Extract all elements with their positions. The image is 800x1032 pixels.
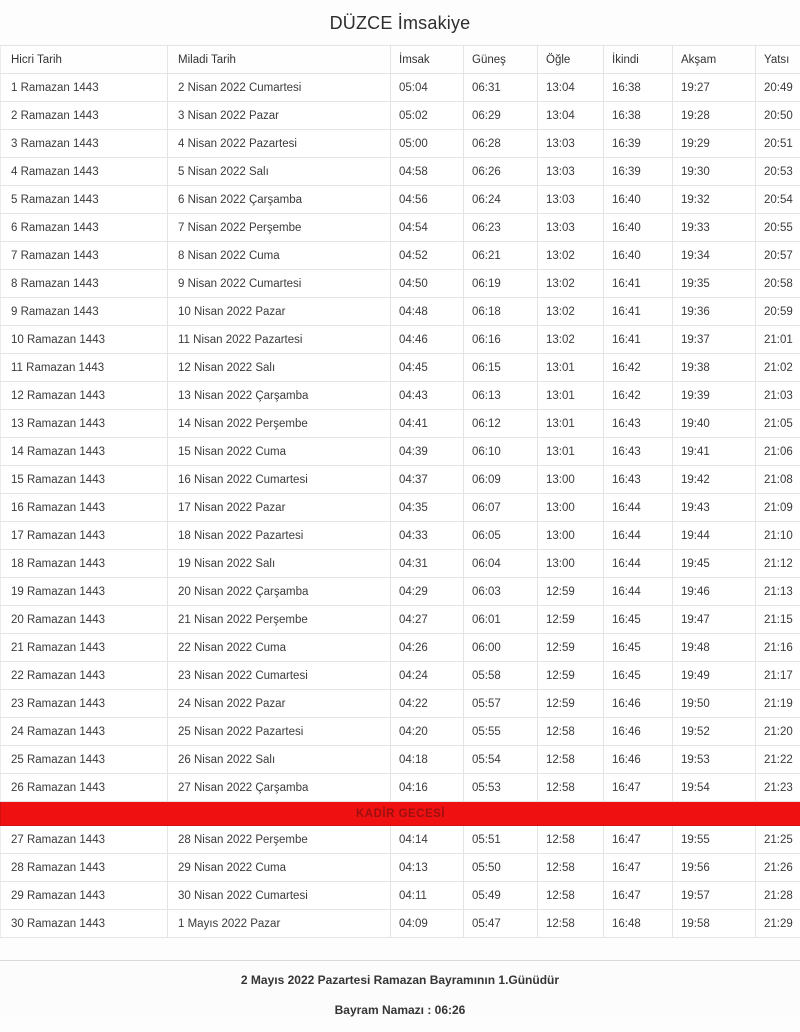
miladi-date-cell: 29 Nisan 2022 Cuma [168,854,391,882]
hicri-date-cell: 6 Ramazan 1443 [1,214,168,242]
prayer-time-cell: 20:54 [756,186,800,214]
table-row [1,690,800,718]
miladi-date-cell: 20 Nisan 2022 Çarşamba [168,578,391,606]
miladi-date-cell: 4 Nisan 2022 Pazartesi [168,130,391,158]
prayer-time-cell: 04:35 [391,494,464,522]
prayer-time-cell: 21:19 [756,690,800,718]
column-header: Öğle [538,46,604,74]
prayer-time-cell: 04:13 [391,854,464,882]
hicri-date-cell: 10 Ramazan 1443 [1,326,168,354]
prayer-time-cell: 06:12 [464,410,538,438]
prayer-time-cell: 21:16 [756,634,800,662]
prayer-time-cell: 16:47 [604,826,673,854]
prayer-time-cell: 06:00 [464,634,538,662]
miladi-date-cell: 5 Nisan 2022 Salı [168,158,391,186]
prayer-time-cell: 19:54 [673,774,756,802]
prayer-time-cell: 06:13 [464,382,538,410]
prayer-time-cell: 19:35 [673,270,756,298]
prayer-time-cell: 04:54 [391,214,464,242]
prayer-time-cell: 16:43 [604,466,673,494]
prayer-time-cell: 05:54 [464,746,538,774]
hicri-date-cell: 20 Ramazan 1443 [1,606,168,634]
table-row [1,354,800,382]
prayer-time-cell: 21:12 [756,550,800,578]
prayer-time-cell: 12:58 [538,854,604,882]
prayer-time-cell: 19:50 [673,690,756,718]
prayer-time-cell: 19:41 [673,438,756,466]
prayer-time-cell: 19:37 [673,326,756,354]
prayer-time-cell: 13:02 [538,270,604,298]
prayer-time-cell: 04:18 [391,746,464,774]
table-row [1,854,800,882]
hicri-date-cell: 25 Ramazan 1443 [1,746,168,774]
prayer-time-cell: 21:26 [756,854,800,882]
table-row [1,662,800,690]
hicri-date-cell: 3 Ramazan 1443 [1,130,168,158]
prayer-time-cell: 12:58 [538,826,604,854]
hicri-date-cell: 16 Ramazan 1443 [1,494,168,522]
hicri-date-cell: 14 Ramazan 1443 [1,438,168,466]
table-header [1,46,800,74]
prayer-time-cell: 04:41 [391,410,464,438]
table-row [1,158,800,186]
hicri-date-cell: 28 Ramazan 1443 [1,854,168,882]
prayer-time-cell: 12:58 [538,882,604,910]
prayer-time-cell: 04:14 [391,826,464,854]
prayer-time-cell: 04:43 [391,382,464,410]
prayer-time-cell: 04:48 [391,298,464,326]
miladi-date-cell: 21 Nisan 2022 Perşembe [168,606,391,634]
prayer-time-cell: 04:46 [391,326,464,354]
column-header: Hicri Tarih [1,46,168,74]
prayer-time-cell: 13:00 [538,494,604,522]
prayer-time-cell: 12:58 [538,910,604,938]
prayer-time-cell: 16:42 [604,354,673,382]
prayer-time-cell: 19:56 [673,854,756,882]
hicri-date-cell: 5 Ramazan 1443 [1,186,168,214]
prayer-time-cell: 19:58 [673,910,756,938]
prayer-time-cell: 19:45 [673,550,756,578]
table-row [1,298,800,326]
prayer-time-cell: 16:41 [604,270,673,298]
header-row [1,46,800,74]
prayer-time-cell: 12:58 [538,718,604,746]
hicri-date-cell: 18 Ramazan 1443 [1,550,168,578]
prayer-time-cell: 19:38 [673,354,756,382]
table-row [1,746,800,774]
prayer-time-cell: 16:39 [604,158,673,186]
table-row [1,102,800,130]
prayer-time-cell: 16:47 [604,774,673,802]
prayer-time-cell: 12:59 [538,634,604,662]
hicri-date-cell: 23 Ramazan 1443 [1,690,168,718]
table-row [1,522,800,550]
prayer-time-cell: 16:43 [604,410,673,438]
prayer-time-cell: 21:29 [756,910,800,938]
prayer-time-cell: 06:31 [464,74,538,102]
prayer-time-cell: 19:33 [673,214,756,242]
prayer-time-cell: 21:05 [756,410,800,438]
prayer-time-cell: 20:55 [756,214,800,242]
prayer-time-cell: 20:49 [756,74,800,102]
bayram-namazi-time: Bayram Namazı : 06:26 [334,1003,466,1017]
prayer-time-cell: 19:32 [673,186,756,214]
prayer-time-cell: 20:51 [756,130,800,158]
prayer-time-cell: 04:50 [391,270,464,298]
prayer-time-cell: 13:03 [538,158,604,186]
miladi-date-cell: 13 Nisan 2022 Çarşamba [168,382,391,410]
prayer-time-cell: 05:57 [464,690,538,718]
prayer-time-cell: 04:45 [391,354,464,382]
table-row [1,774,800,802]
kadir-gecesi-label: KADİR GECESİ [1,802,800,826]
prayer-time-cell: 13:03 [538,186,604,214]
prayer-time-cell: 05:02 [391,102,464,130]
prayer-time-cell: 19:47 [673,606,756,634]
prayer-time-cell: 13:03 [538,214,604,242]
prayer-time-cell: 06:03 [464,578,538,606]
prayer-time-cell: 16:45 [604,606,673,634]
prayer-time-cell: 06:23 [464,214,538,242]
prayer-time-cell: 21:01 [756,326,800,354]
prayer-time-cell: 21:08 [756,466,800,494]
table-row [1,74,800,102]
prayer-time-cell: 20:53 [756,158,800,186]
miladi-date-cell: 28 Nisan 2022 Perşembe [168,826,391,854]
prayer-time-cell: 05:58 [464,662,538,690]
prayer-time-cell: 05:55 [464,718,538,746]
miladi-date-cell: 27 Nisan 2022 Çarşamba [168,774,391,802]
prayer-time-cell: 13:01 [538,382,604,410]
prayer-time-cell: 06:26 [464,158,538,186]
prayer-time-cell: 21:23 [756,774,800,802]
prayer-time-cell: 19:40 [673,410,756,438]
prayer-time-cell: 04:37 [391,466,464,494]
hicri-date-cell: 2 Ramazan 1443 [1,102,168,130]
prayer-time-cell: 06:19 [464,270,538,298]
miladi-date-cell: 24 Nisan 2022 Pazar [168,690,391,718]
prayer-time-cell: 19:29 [673,130,756,158]
miladi-date-cell: 1 Mayıs 2022 Pazar [168,910,391,938]
prayer-time-cell: 13:00 [538,466,604,494]
prayer-time-cell: 12:58 [538,774,604,802]
table-row [1,718,800,746]
table-row [1,382,800,410]
prayer-time-cell: 19:39 [673,382,756,410]
miladi-date-cell: 26 Nisan 2022 Salı [168,746,391,774]
kadir-gecesi-banner [1,802,800,826]
prayer-time-cell: 05:51 [464,826,538,854]
imsakiye-table [0,45,800,938]
prayer-time-cell: 19:49 [673,662,756,690]
table-row [1,130,800,158]
prayer-time-cell: 16:48 [604,910,673,938]
prayer-time-cell: 21:03 [756,382,800,410]
table-row [1,186,800,214]
miladi-date-cell: 23 Nisan 2022 Cumartesi [168,662,391,690]
table-row [1,910,800,938]
column-header: Güneş [464,46,538,74]
prayer-time-cell: 04:16 [391,774,464,802]
hicri-date-cell: 17 Ramazan 1443 [1,522,168,550]
column-header: Yatsı [756,46,800,74]
prayer-time-cell: 16:42 [604,382,673,410]
prayer-time-cell: 13:00 [538,550,604,578]
prayer-time-cell: 04:58 [391,158,464,186]
hicri-date-cell: 15 Ramazan 1443 [1,466,168,494]
prayer-time-cell: 04:33 [391,522,464,550]
prayer-time-cell: 12:58 [538,746,604,774]
table-row [1,270,800,298]
prayer-time-cell: 13:01 [538,438,604,466]
prayer-time-cell: 06:15 [464,354,538,382]
table-row [1,242,800,270]
column-header: Akşam [673,46,756,74]
table-body [1,74,800,938]
hicri-date-cell: 24 Ramazan 1443 [1,718,168,746]
prayer-time-cell: 16:46 [604,718,673,746]
prayer-time-cell: 04:31 [391,550,464,578]
miladi-date-cell: 18 Nisan 2022 Pazartesi [168,522,391,550]
miladi-date-cell: 30 Nisan 2022 Cumartesi [168,882,391,910]
table-row [1,214,800,242]
hicri-date-cell: 26 Ramazan 1443 [1,774,168,802]
prayer-time-cell: 13:02 [538,242,604,270]
hicri-date-cell: 13 Ramazan 1443 [1,410,168,438]
prayer-time-cell: 06:07 [464,494,538,522]
prayer-time-cell: 16:45 [604,634,673,662]
column-header: İmsak [391,46,464,74]
prayer-time-cell: 06:28 [464,130,538,158]
prayer-time-cell: 06:18 [464,298,538,326]
prayer-time-cell: 21:15 [756,606,800,634]
prayer-time-cell: 04:52 [391,242,464,270]
miladi-date-cell: 6 Nisan 2022 Çarşamba [168,186,391,214]
prayer-time-cell: 04:56 [391,186,464,214]
prayer-time-cell: 06:10 [464,438,538,466]
prayer-time-cell: 04:22 [391,690,464,718]
prayer-time-cell: 16:44 [604,578,673,606]
prayer-time-cell: 19:27 [673,74,756,102]
prayer-time-cell: 16:44 [604,522,673,550]
prayer-time-cell: 06:16 [464,326,538,354]
miladi-date-cell: 11 Nisan 2022 Pazartesi [168,326,391,354]
prayer-time-cell: 16:38 [604,102,673,130]
prayer-time-cell: 20:59 [756,298,800,326]
hicri-date-cell: 4 Ramazan 1443 [1,158,168,186]
prayer-time-cell: 16:46 [604,690,673,718]
column-header: Miladi Tarih [168,46,391,74]
hicri-date-cell: 11 Ramazan 1443 [1,354,168,382]
table-row [1,578,800,606]
prayer-time-cell: 16:40 [604,214,673,242]
prayer-time-cell: 21:13 [756,578,800,606]
prayer-time-cell: 19:48 [673,634,756,662]
prayer-time-cell: 16:40 [604,186,673,214]
prayer-time-cell: 16:47 [604,854,673,882]
hicri-date-cell: 8 Ramazan 1443 [1,270,168,298]
prayer-time-cell: 04:11 [391,882,464,910]
prayer-time-cell: 20:50 [756,102,800,130]
prayer-time-cell: 16:39 [604,130,673,158]
prayer-time-cell: 16:46 [604,746,673,774]
prayer-time-cell: 06:21 [464,242,538,270]
prayer-time-cell: 19:52 [673,718,756,746]
prayer-time-cell: 19:44 [673,522,756,550]
prayer-time-cell: 06:04 [464,550,538,578]
prayer-time-cell: 13:04 [538,102,604,130]
prayer-time-cell: 21:22 [756,746,800,774]
table-row [1,606,800,634]
prayer-time-cell: 19:53 [673,746,756,774]
prayer-time-cell: 19:46 [673,578,756,606]
prayer-time-cell: 21:20 [756,718,800,746]
prayer-time-cell: 05:53 [464,774,538,802]
table-row [1,826,800,854]
hicri-date-cell: 22 Ramazan 1443 [1,662,168,690]
table-row [1,882,800,910]
hicri-date-cell: 7 Ramazan 1443 [1,242,168,270]
prayer-time-cell: 20:57 [756,242,800,270]
prayer-time-cell: 13:01 [538,410,604,438]
prayer-time-cell: 13:01 [538,354,604,382]
prayer-time-cell: 16:45 [604,662,673,690]
miladi-date-cell: 15 Nisan 2022 Cuma [168,438,391,466]
miladi-date-cell: 14 Nisan 2022 Perşembe [168,410,391,438]
footer-section [0,960,800,1017]
prayer-time-cell: 16:40 [604,242,673,270]
prayer-time-cell: 05:00 [391,130,464,158]
miladi-date-cell: 16 Nisan 2022 Cumartesi [168,466,391,494]
table-row [1,410,800,438]
prayer-time-cell: 21:10 [756,522,800,550]
prayer-time-cell: 16:44 [604,494,673,522]
miladi-date-cell: 3 Nisan 2022 Pazar [168,102,391,130]
prayer-time-cell: 21:17 [756,662,800,690]
prayer-time-cell: 13:02 [538,326,604,354]
hicri-date-cell: 27 Ramazan 1443 [1,826,168,854]
prayer-time-cell: 21:02 [756,354,800,382]
hicri-date-cell: 29 Ramazan 1443 [1,882,168,910]
hicri-date-cell: 1 Ramazan 1443 [1,74,168,102]
prayer-time-cell: 05:50 [464,854,538,882]
prayer-time-cell: 06:01 [464,606,538,634]
prayer-time-cell: 06:29 [464,102,538,130]
page-title: DÜZCE İmsakiye [329,13,471,33]
prayer-time-cell: 20:58 [756,270,800,298]
prayer-time-cell: 12:59 [538,606,604,634]
prayer-time-cell: 16:47 [604,882,673,910]
prayer-time-cell: 13:04 [538,74,604,102]
hicri-date-cell: 19 Ramazan 1443 [1,578,168,606]
prayer-time-cell: 19:30 [673,158,756,186]
prayer-time-cell: 05:47 [464,910,538,938]
table-row [1,550,800,578]
prayer-time-cell: 04:20 [391,718,464,746]
prayer-time-cell: 04:24 [391,662,464,690]
prayer-time-cell: 05:49 [464,882,538,910]
table-row [1,466,800,494]
miladi-date-cell: 12 Nisan 2022 Salı [168,354,391,382]
miladi-date-cell: 25 Nisan 2022 Pazartesi [168,718,391,746]
prayer-time-cell: 21:28 [756,882,800,910]
prayer-time-cell: 21:09 [756,494,800,522]
prayer-time-cell: 16:38 [604,74,673,102]
table-row [1,634,800,662]
prayer-time-cell: 05:04 [391,74,464,102]
bayram-note: 2 Mayıs 2022 Pazartesi Ramazan Bayramının 1.Günüdür [240,973,560,987]
prayer-time-cell: 04:39 [391,438,464,466]
prayer-time-cell: 21:06 [756,438,800,466]
prayer-time-cell: 12:59 [538,578,604,606]
miladi-date-cell: 9 Nisan 2022 Cumartesi [168,270,391,298]
prayer-time-cell: 16:41 [604,298,673,326]
prayer-time-cell: 04:27 [391,606,464,634]
prayer-time-cell: 13:03 [538,130,604,158]
prayer-time-cell: 16:41 [604,326,673,354]
prayer-time-cell: 19:43 [673,494,756,522]
prayer-time-cell: 06:09 [464,466,538,494]
prayer-time-cell: 19:36 [673,298,756,326]
hicri-date-cell: 30 Ramazan 1443 [1,910,168,938]
prayer-time-cell: 13:00 [538,522,604,550]
column-header: İkindi [604,46,673,74]
prayer-time-cell: 06:05 [464,522,538,550]
prayer-time-cell: 04:26 [391,634,464,662]
prayer-time-cell: 16:43 [604,438,673,466]
hicri-date-cell: 12 Ramazan 1443 [1,382,168,410]
prayer-time-cell: 19:42 [673,466,756,494]
miladi-date-cell: 17 Nisan 2022 Pazar [168,494,391,522]
prayer-time-cell: 19:28 [673,102,756,130]
prayer-time-cell: 19:55 [673,826,756,854]
prayer-time-cell: 04:09 [391,910,464,938]
prayer-time-cell: 12:59 [538,690,604,718]
prayer-time-cell: 19:57 [673,882,756,910]
prayer-time-cell: 16:44 [604,550,673,578]
hicri-date-cell: 9 Ramazan 1443 [1,298,168,326]
prayer-time-cell: 06:24 [464,186,538,214]
prayer-time-cell: 19:34 [673,242,756,270]
table-row [1,326,800,354]
miladi-date-cell: 19 Nisan 2022 Salı [168,550,391,578]
miladi-date-cell: 10 Nisan 2022 Pazar [168,298,391,326]
hicri-date-cell: 21 Ramazan 1443 [1,634,168,662]
miladi-date-cell: 2 Nisan 2022 Cumartesi [168,74,391,102]
table-row [1,438,800,466]
prayer-time-cell: 13:02 [538,298,604,326]
table-row [1,494,800,522]
miladi-date-cell: 22 Nisan 2022 Cuma [168,634,391,662]
prayer-time-cell: 12:59 [538,662,604,690]
prayer-time-cell: 21:25 [756,826,800,854]
prayer-time-cell: 04:29 [391,578,464,606]
miladi-date-cell: 7 Nisan 2022 Perşembe [168,214,391,242]
miladi-date-cell: 8 Nisan 2022 Cuma [168,242,391,270]
